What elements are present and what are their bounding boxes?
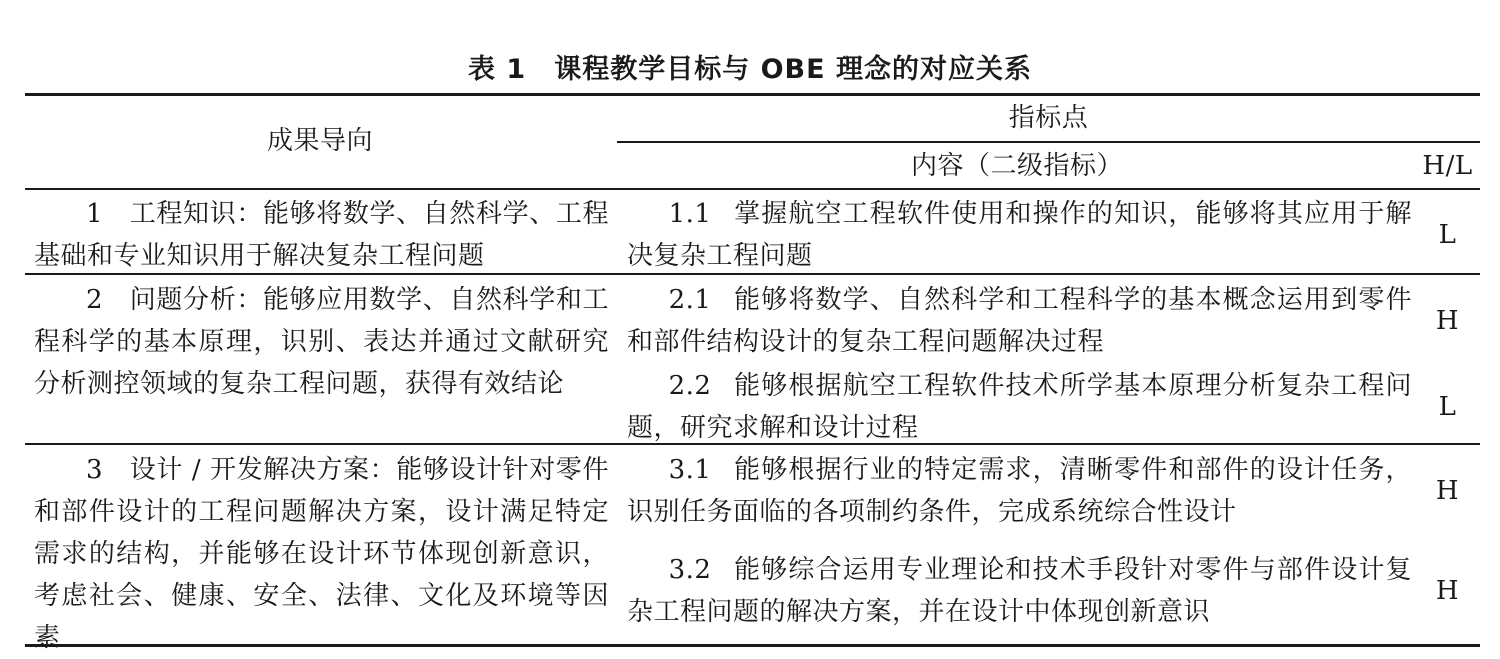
header-indicator-group: 指标点 (1008, 103, 1089, 133)
table-title (0, 52, 1500, 88)
indicator-content: 能够根据行业的特定需求，清晰零件和部件的设计任务，识别任务面临的各项制约条件，完成系统综合性设计 (627, 455, 1412, 527)
level-cell-3-2: H (1435, 576, 1460, 606)
header-content: 内容（二级指标） (910, 151, 1123, 181)
indicator-id: 1.1 (668, 199, 712, 229)
outcome-cell-3: 3 设计 / 开发解决方案：能够设计针对零件和部件设计的工程问题解决方案，设计满足特定需求的结构，并能够在设计环节体现创新意识，考虑社会、健康、安全、法律、文化及环境等因素 (34, 455, 609, 653)
header-sub-rule (617, 141, 1480, 143)
indicator-cell-3-2 (627, 549, 1412, 633)
table-number: 表 1 (468, 54, 527, 85)
indicator-cell-2-1 (627, 279, 1412, 363)
indicator-id: 2.2 (668, 371, 712, 401)
level-cell-1-1: L (1438, 220, 1457, 250)
indicator-content: 掌握航空工程软件使用和操作的知识，能够将其应用于解决复杂工程问题 (627, 199, 1412, 271)
indicator-id: 3.2 (668, 555, 712, 585)
header-outcome: 成果导向 (266, 126, 373, 156)
indicator-cell-3-1 (627, 449, 1412, 533)
table-title-text: 课程教学目标与 OBE 理念的对应关系 (554, 54, 1032, 85)
outcome-cell-2: 2 问题分析：能够应用数学、自然科学和工程科学的基本原理，识别、表达并通过文献研究分析测控领域的复杂工程问题，获得有效结论 (34, 285, 609, 399)
indicator-content: 能够根据航空工程软件技术所学基本原理分析复杂工程问题，研究求解和设计过程 (627, 371, 1412, 443)
header-bottom-rule (25, 188, 1480, 190)
level-cell-2-2: L (1438, 392, 1457, 422)
indicator-cell-1-1 (627, 193, 1412, 277)
indicator-content: 能够综合运用专业理论和技术手段针对零件与部件设计复杂工程问题的解决方案，并在设计中体现创新意识 (627, 555, 1412, 627)
indicator-cell-2-2 (627, 365, 1412, 449)
outcome-cell-1: 1 工程知识：能够将数学、自然科学、工程基础和专业知识用于解决复杂工程问题 (34, 199, 609, 271)
indicator-content: 能够将数学、自然科学和工程科学的基本概念运用到零件和部件结构设计的复杂工程问题解决过程 (627, 285, 1412, 357)
indicator-id: 3.1 (668, 455, 712, 485)
level-cell-2-1: H (1435, 306, 1460, 336)
indicator-id: 2.1 (668, 285, 712, 315)
level-cell-3-1: H (1435, 476, 1460, 506)
top-rule (25, 93, 1480, 96)
header-hl: H/L (1422, 151, 1473, 181)
